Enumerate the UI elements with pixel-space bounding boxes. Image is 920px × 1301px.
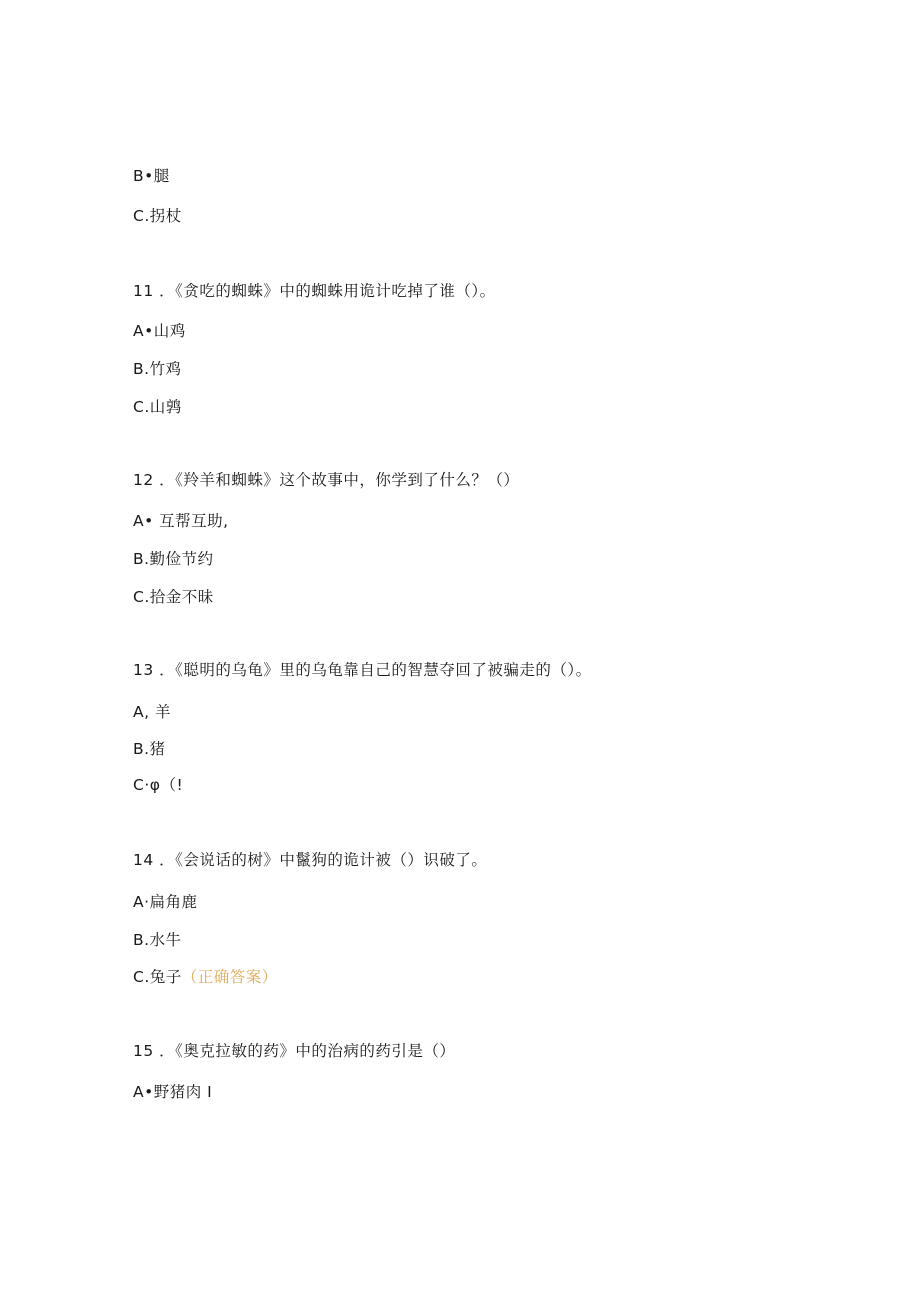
option-q13-c: C·φ（! (133, 776, 184, 794)
option-q13-b: B.猪 (133, 740, 166, 758)
option-q13-a: A, 羊 (133, 703, 171, 721)
option-q11-c: C.山鹑 (133, 398, 182, 416)
question-15: 15 ．《奥克拉敏的药》中的治病的药引是（） (133, 1042, 456, 1060)
question-14: 14 ．《会说话的树》中鬣狗的诡计被（）识破了。 (133, 851, 488, 869)
option-q14-a: A·扁角鹿 (133, 893, 198, 911)
question-13: 13 ．《聪明的乌龟》里的乌龟靠自己的智慧夺回了被骗走的（）。 (133, 661, 592, 679)
option-q14-c-text: C.兔子 (133, 968, 182, 986)
option-q11-a: A•山鸡 (133, 322, 186, 340)
option-q14-b: B.水牛 (133, 931, 182, 949)
option-q12-b: B.勤俭节约 (133, 550, 214, 568)
option-q14-c (133, 967, 278, 987)
option-q10-b: B•腿 (133, 167, 170, 185)
question-12: 12 ．《羚羊和蜘蛛》这个故事中，你学到了什么？（） (133, 471, 520, 489)
question-11: 11 ．《贪吃的蜘蛛》中的蜘蛛用诡计吃掉了谁（）。 (133, 282, 496, 300)
correct-answer-note: （正确答案） (181, 968, 278, 986)
option-q12-c: C.拾金不昧 (133, 588, 214, 606)
option-q10-c: C.拐杖 (133, 207, 182, 225)
option-q12-a: A• 互帮互助, (133, 512, 229, 530)
option-q11-b: B.竹鸡 (133, 360, 182, 378)
option-q15-a: A•野猪肉 I (133, 1083, 213, 1101)
